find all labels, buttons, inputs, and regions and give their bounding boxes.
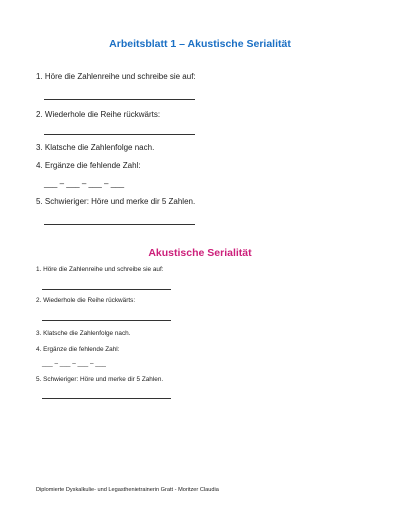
section-title: Akustische Serialität xyxy=(148,247,252,259)
task-2-text-small: 2. Wiederhole die Reihe rückwärts: xyxy=(36,297,136,304)
answer-line-5 xyxy=(44,224,195,225)
answer-line-2-small xyxy=(42,320,171,321)
task-3-text: 3. Klatsche die Zahlenfolge nach. xyxy=(36,143,155,152)
task-3-text-small: 3. Klatsche die Zahlenfolge nach. xyxy=(36,330,131,337)
task-4-text: 4. Ergänze die fehlende Zahl: xyxy=(36,161,141,170)
answer-line-1 xyxy=(44,99,195,100)
answer-line-2 xyxy=(44,134,195,135)
task-5-text-small: 5. Schwieriger: Höre und merke dir 5 Zahlen. xyxy=(36,376,164,383)
task-5-text: 5. Schwieriger: Höre und merke dir 5 Zahlen. xyxy=(36,197,196,206)
worksheet-title: Arbeitsblatt 1 – Akustische Serialität xyxy=(109,38,291,50)
task-1-text: 1. Höre die Zahlenreihe und schreibe sie auf: xyxy=(36,72,196,81)
task-4-text-small: 4. Ergänze die fehlende Zahl: xyxy=(36,346,120,353)
task-1-text-small: 1. Höre die Zahlenreihe und schreibe sie auf: xyxy=(36,266,164,273)
task-2-text: 2. Wiederhole die Reihe rückwärts: xyxy=(36,110,161,119)
fill-in-sequence: ___ – ___ – ___ – ___ xyxy=(44,179,125,188)
answer-line-1-small xyxy=(42,289,171,290)
fill-in-sequence-small: ___ – ___ – ___ – ___ xyxy=(42,360,106,367)
answer-line-5-small xyxy=(42,398,171,399)
page-footer: Diplomierte Dyskalkulie- und Legasthenietrainerin Gratt - Moritzer Claudia xyxy=(36,487,219,493)
